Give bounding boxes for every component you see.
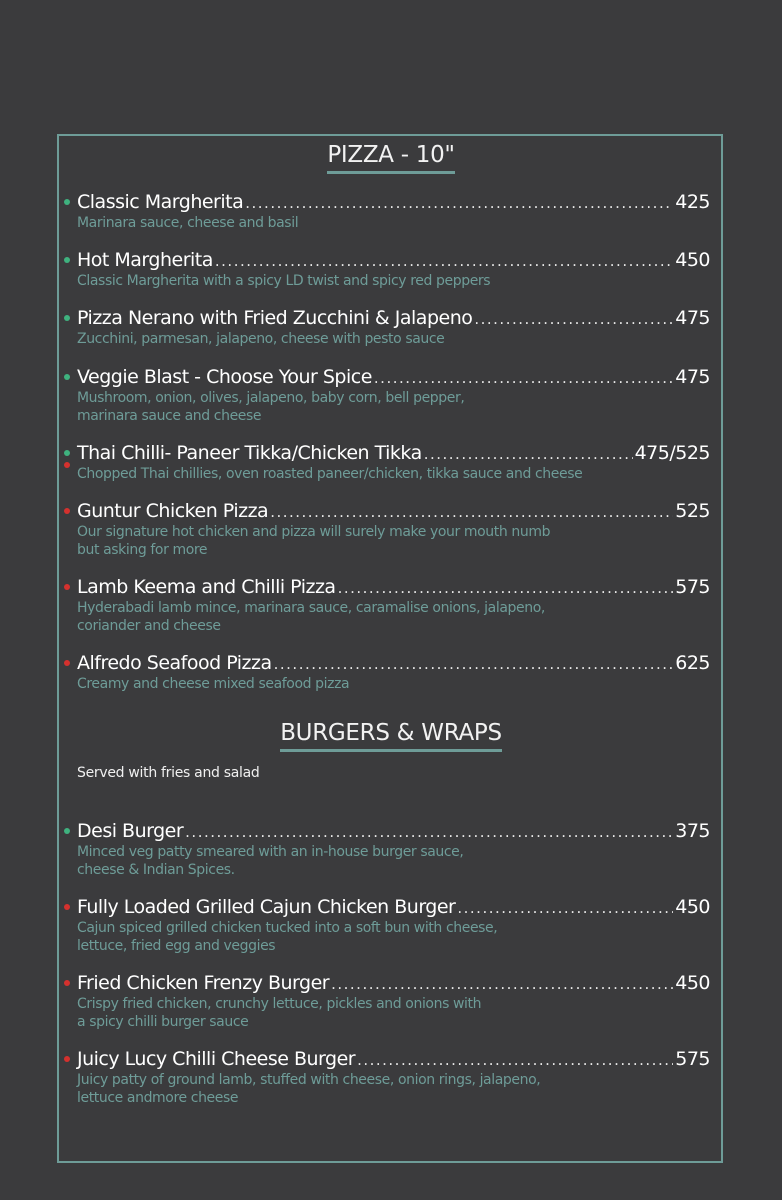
item-name: Desi Burger (77, 820, 184, 842)
item-name: Lamb Keema and Chilli Pizza (77, 576, 336, 598)
nonveg-indicator-icon (64, 1056, 70, 1062)
veg-indicator-icon (64, 257, 70, 263)
item-price: 525 (675, 500, 710, 522)
dot-leader (424, 442, 633, 466)
item-price: 625 (675, 652, 710, 674)
menu-item-fried-chicken-burger (64, 971, 710, 1031)
menu-item-classic-margherita (64, 190, 710, 232)
burgers-heading: BURGERS & WRAPS (280, 720, 502, 752)
item-name: Veggie Blast - Choose Your Spice (77, 366, 372, 388)
menu-item-thai-chilli (64, 441, 710, 483)
item-name: Fried Chicken Frenzy Burger (77, 972, 330, 994)
menu-item-juicy-lucy-burger (64, 1047, 710, 1107)
dot-leader (357, 1048, 673, 1072)
veg-indicator-icon (64, 315, 70, 321)
dot-leader (274, 652, 674, 676)
item-name: Hot Margherita (77, 249, 213, 271)
item-description: Juicy patty of ground lamb, stuffed with cheese, onion rings, jalapeno, lettuce andmore cheese (77, 1072, 541, 1106)
dot-leader (215, 249, 673, 273)
item-name: Thai Chilli- Paneer Tikka/Chicken Tikka (77, 442, 422, 464)
item-name: Juicy Lucy Chilli Cheese Burger (77, 1048, 356, 1070)
dot-leader (474, 307, 673, 331)
item-description: Hyderabadi lamb mince, marinara sauce, caramalise onions, jalapeno, coriander and cheese (77, 600, 545, 634)
dot-leader (331, 972, 673, 996)
item-description: Classic Margherita with a spicy LD twist and spicy red peppers (77, 273, 491, 289)
pizza-heading: PIZZA - 10" (327, 142, 454, 174)
item-price: 450 (675, 896, 710, 918)
menu-item-hot-margherita (64, 248, 710, 290)
item-name: Pizza Nerano with Fried Zucchini & Jalapeno (77, 307, 473, 329)
item-description: Marinara sauce, cheese and basil (77, 215, 299, 231)
menu-item-desi-burger (64, 819, 710, 879)
item-description: Crispy fried chicken, crunchy lettuce, pickles and onions with a spicy chilli burger sauce (77, 996, 482, 1030)
nonveg-indicator-icon (64, 980, 70, 986)
veg-indicator-icon (64, 199, 70, 205)
item-price: 475/525 (634, 442, 710, 464)
menu-item-lamb-keema (64, 575, 710, 635)
nonveg-indicator-icon (64, 462, 70, 468)
item-price: 575 (675, 1048, 710, 1070)
item-description: Creamy and cheese mixed seafood pizza (77, 676, 350, 692)
menu-item-cajun-chicken-burger (64, 895, 710, 955)
item-price: 475 (675, 366, 710, 388)
item-price: 475 (675, 307, 710, 329)
item-name: Classic Margherita (77, 191, 244, 213)
item-name: Fully Loaded Grilled Cajun Chicken Burger (77, 896, 456, 918)
item-description: Cajun spiced grilled chicken tucked into a soft bun with cheese, lettuce, fried egg and veggies (77, 920, 498, 954)
item-description: Zucchini, parmesan, jalapeno, cheese with pesto sauce (77, 331, 445, 347)
item-name: Guntur Chicken Pizza (77, 500, 269, 522)
dot-leader (457, 896, 673, 920)
veg-indicator-icon (64, 828, 70, 834)
item-name: Alfredo Seafood Pizza (77, 652, 272, 674)
item-price: 375 (675, 820, 710, 842)
dot-leader (270, 500, 673, 524)
nonveg-indicator-icon (64, 508, 70, 514)
item-description: Chopped Thai chillies, oven roasted paneer/chicken, tikka sauce and cheese (77, 466, 583, 482)
menu-item-pizza-nerano (64, 306, 710, 348)
menu-item-veggie-blast (64, 365, 710, 425)
nonveg-indicator-icon (64, 904, 70, 910)
burgers-section-header (0, 720, 782, 752)
dot-leader (245, 191, 673, 215)
menu-item-alfredo-seafood (64, 651, 710, 693)
nonveg-indicator-icon (64, 584, 70, 590)
dot-leader (374, 366, 673, 390)
item-price: 425 (675, 191, 710, 213)
burgers-note: Served with fries and salad (77, 765, 260, 781)
item-description: Mushroom, onion, olives, jalapeno, baby corn, bell pepper, marinara sauce and cheese (77, 390, 465, 424)
veg-indicator-icon (64, 374, 70, 380)
dot-leader (185, 820, 673, 844)
item-price: 450 (675, 972, 710, 994)
item-price: 575 (675, 576, 710, 598)
pizza-section-header (0, 142, 782, 174)
nonveg-indicator-icon (64, 660, 70, 666)
veg-indicator-icon (64, 450, 70, 456)
menu-item-guntur-chicken (64, 499, 710, 559)
item-description: Minced veg patty smeared with an in-house burger sauce, cheese & Indian Spices. (77, 844, 464, 878)
item-description: Our signature hot chicken and pizza will surely make your mouth numb but asking for more (77, 524, 551, 558)
dot-leader (338, 576, 674, 600)
item-price: 450 (675, 249, 710, 271)
